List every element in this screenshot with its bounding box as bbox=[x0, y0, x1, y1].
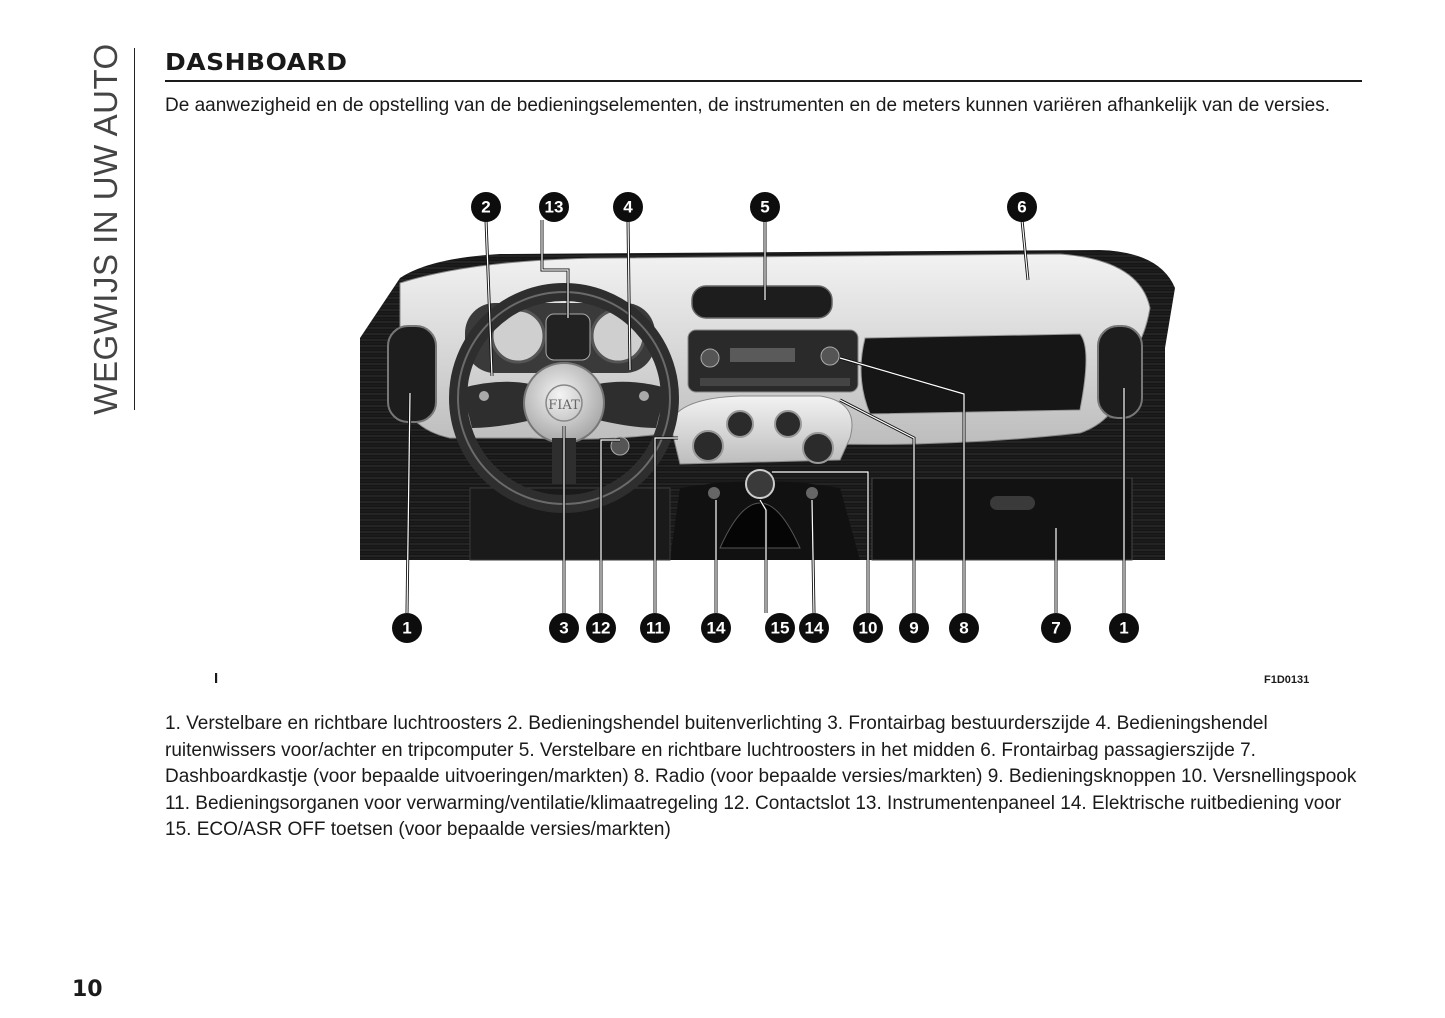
svg-text:1: 1 bbox=[1119, 618, 1129, 638]
figure-caption: 1. Verstelbare en richtbare luchtroosters 2. Bedieningshendel buitenverlichting 3. Frontairbag bestuurderszijde 4. Bedieningshendel ruitenwissers voor/achter en tripcomputer 5. Verstelbare en richtbare luchtroosters in het midden 6. Frontairbag passagierszijde 7. Dashboardkastje (voor bepaalde uitvoeringen/markten) 8. Radio (voor bepaalde versies/markten) 9. Bedieningsknoppen 10. Versnellingspook 11. Bedieningsorganen voor verwarming/ventilatie/klimaatregeling 12. Contactslot 13. Instrumentenpaneel 14. Elektrische ruitbediening voor 15. ECO/ASR OFF toetsen (voor bepaalde versies/markten) bbox=[165, 713, 1357, 840]
page-number: 10 bbox=[72, 977, 103, 1002]
callout-14-left bbox=[701, 613, 731, 643]
svg-text:9: 9 bbox=[909, 618, 919, 638]
callout-5 bbox=[750, 192, 780, 222]
svg-text:6: 6 bbox=[1017, 197, 1027, 217]
right-air-vent bbox=[1098, 326, 1142, 418]
callout-10 bbox=[853, 613, 883, 643]
svg-text:8: 8 bbox=[959, 618, 969, 638]
side-section-title bbox=[78, 43, 135, 415]
callout-1-right bbox=[1109, 613, 1139, 643]
instrument-display bbox=[546, 314, 590, 360]
callout-9 bbox=[899, 613, 929, 643]
center-air-vent bbox=[692, 286, 832, 318]
svg-text:12: 12 bbox=[591, 618, 611, 638]
page-heading-text: DASHBOARD bbox=[165, 49, 348, 76]
figure-code: F1D0131 bbox=[1264, 674, 1310, 686]
callout-8 bbox=[949, 613, 979, 643]
svg-text:15: 15 bbox=[770, 618, 790, 638]
callout-15 bbox=[765, 613, 795, 643]
figure-mark: I bbox=[214, 670, 219, 687]
svg-text:10: 10 bbox=[858, 618, 878, 638]
left-air-vent bbox=[388, 326, 436, 422]
svg-text:14: 14 bbox=[804, 618, 824, 638]
callout-11 bbox=[640, 613, 670, 643]
svg-text:14: 14 bbox=[706, 618, 726, 638]
callout-14-right bbox=[799, 613, 829, 643]
svg-text:2: 2 bbox=[481, 197, 491, 217]
callout-13 bbox=[539, 192, 569, 222]
svg-text:7: 7 bbox=[1051, 618, 1061, 638]
callout-3 bbox=[549, 613, 579, 643]
dashboard-figure bbox=[200, 188, 1320, 648]
top-callouts bbox=[471, 192, 1037, 222]
callout-6 bbox=[1007, 192, 1037, 222]
svg-text:3: 3 bbox=[559, 618, 569, 638]
side-section-title-text: WEGWIJS IN UW AUTO bbox=[87, 43, 124, 415]
callout-7 bbox=[1041, 613, 1071, 643]
svg-text:1: 1 bbox=[402, 618, 412, 638]
glovebox bbox=[872, 478, 1132, 560]
callout-12 bbox=[586, 613, 616, 643]
callout-4 bbox=[613, 192, 643, 222]
svg-text:11: 11 bbox=[646, 618, 664, 638]
intro-paragraph: De aanwezigheid en de opstelling van de bedieningselementen, de instrumenten en de meters kunnen variëren afhankelijk van de versies. bbox=[165, 95, 1331, 116]
page-heading bbox=[165, 48, 1362, 82]
dashboard-illustration bbox=[200, 188, 1320, 648]
bottom-callouts bbox=[392, 613, 1139, 643]
svg-text:5: 5 bbox=[760, 197, 770, 217]
callout-2 bbox=[471, 192, 501, 222]
steering-logo: FIAT bbox=[548, 398, 580, 413]
callout-1-left bbox=[392, 613, 422, 643]
svg-text:4: 4 bbox=[623, 197, 633, 217]
svg-text:13: 13 bbox=[544, 197, 564, 217]
gear-knob bbox=[746, 470, 774, 498]
